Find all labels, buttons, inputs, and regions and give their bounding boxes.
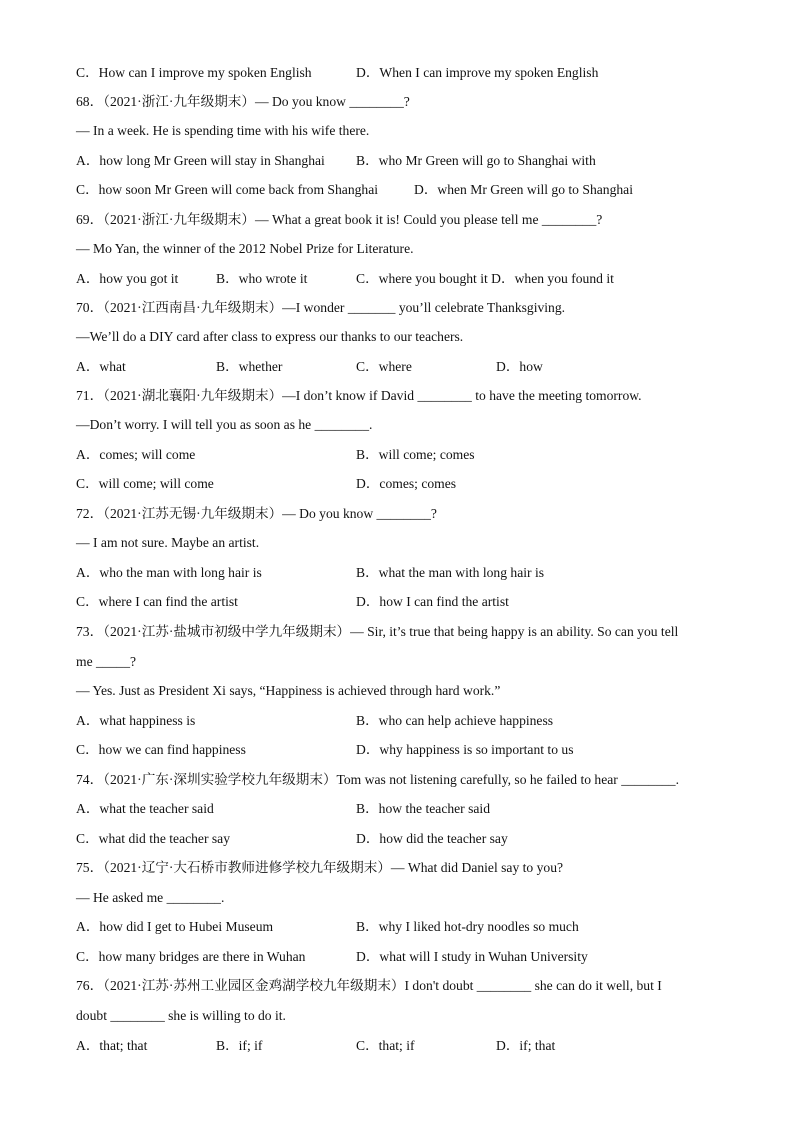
option-c: C．how soon Mr Green will come back from Shanghai bbox=[76, 182, 379, 197]
option-d: D．comes; comes bbox=[356, 476, 457, 491]
question-70: 70．（2021·江西南昌·九年级期末）—I wonder _______ you’ll celebrate Thanksgiving. bbox=[76, 300, 566, 315]
dialogue-answer: — In a week. He is spending time with his wife there. bbox=[76, 123, 370, 138]
option-d: D．how I can find the artist bbox=[356, 594, 509, 609]
option-c: C．will come; will come bbox=[76, 476, 214, 491]
option-d: D．why happiness is so important to us bbox=[356, 742, 574, 757]
option-a: A．who the man with long hair is bbox=[76, 565, 262, 580]
question-72: 72．（2021·江苏无锡·九年级期末）— Do you know ________? bbox=[76, 506, 437, 521]
dialogue-answer: —We’ll do a DIY card after class to express our thanks to our teachers. bbox=[76, 329, 464, 344]
question-74: 74．（2021·广东·深圳实验学校九年级期末）Tom was not listening carefully, so he failed to hear ________. bbox=[76, 772, 679, 787]
dialogue-answer: — Mo Yan, the winner of the 2012 Nobel Prize for Literature. bbox=[76, 241, 414, 256]
option-c: C．where bbox=[356, 359, 412, 374]
question-75: 75．（2021·辽宁·大石桥市教师进修学校九年级期末）— What did Daniel say to you? bbox=[76, 860, 564, 875]
option-d: D．how bbox=[496, 359, 543, 374]
dialogue-answer: —Don’t worry. I will tell you as soon as he ________. bbox=[76, 417, 373, 432]
question-68: 68．（2021·浙江·九年级期末）— Do you know ________? bbox=[76, 94, 410, 109]
option-c: C．that; if bbox=[356, 1038, 415, 1053]
dialogue-answer: — I am not sure. Maybe an artist. bbox=[76, 535, 260, 550]
option-c: C．how many bridges are there in Wuhan bbox=[76, 949, 306, 964]
option-a: A．that; that bbox=[76, 1038, 148, 1053]
option-a: A．how you got it bbox=[76, 271, 179, 286]
option-b: B．whether bbox=[216, 359, 283, 374]
option-c: C．how we can find happiness bbox=[76, 742, 246, 757]
question-76-continued: doubt ________ she is willing to do it. bbox=[76, 1008, 286, 1023]
question-73-continued: me _____? bbox=[76, 654, 137, 669]
option-b: B．who wrote it bbox=[216, 271, 308, 286]
option-b: B．if; if bbox=[216, 1038, 263, 1053]
option-b: B．who can help achieve happiness bbox=[356, 713, 554, 728]
option-c: C．what did the teacher say bbox=[76, 831, 231, 846]
option-b: B．will come; comes bbox=[356, 447, 475, 462]
option-d: D．what will I study in Wuhan University bbox=[356, 949, 588, 964]
option-d: D．how did the teacher say bbox=[356, 831, 508, 846]
option-a: A．how did I get to Hubei Museum bbox=[76, 919, 274, 934]
dialogue-answer: — He asked me ________. bbox=[76, 890, 225, 905]
option-a: A．what happiness is bbox=[76, 713, 196, 728]
option-d: D．if; that bbox=[496, 1038, 556, 1053]
question-73: 73．（2021·江苏·盐城市初级中学九年级期末）— Sir, it’s true that being happy is an ability. So can you tell bbox=[76, 624, 679, 639]
dialogue-answer: — Yes. Just as President Xi says, “Happiness is achieved through hard work.” bbox=[76, 683, 501, 698]
option-a: A．comes; will come bbox=[76, 447, 196, 462]
option-b: B．what the man with long hair is bbox=[356, 565, 545, 580]
option-d: D．When I can improve my spoken English bbox=[356, 65, 599, 80]
question-76: 76．（2021·江苏·苏州工业园区金鸡湖学校九年级期末）I don't doubt ________ she can do it well, but I bbox=[76, 978, 662, 993]
option-b: B．why I liked hot-dry noodles so much bbox=[356, 919, 579, 934]
option-b: B．who Mr Green will go to Shanghai with bbox=[356, 153, 596, 168]
option-b: B．how the teacher said bbox=[356, 801, 491, 816]
option-a: A．what the teacher said bbox=[76, 801, 214, 816]
option-c-d: C．where you bought it D．when you found it bbox=[356, 271, 614, 286]
question-71: 71．（2021·湖北襄阳·九年级期末）—I don’t know if David ________ to have the meeting tomorrow. bbox=[76, 388, 642, 403]
option-d: D．when Mr Green will go to Shanghai bbox=[414, 182, 633, 197]
question-69: 69．（2021·浙江·九年级期末）— What a great book it is! Could you please tell me ________? bbox=[76, 212, 603, 227]
option-a: A．how long Mr Green will stay in Shanghai bbox=[76, 153, 325, 168]
option-a: A．what bbox=[76, 359, 126, 374]
option-c: C．where I can find the artist bbox=[76, 594, 238, 609]
option-c: C．How can I improve my spoken English bbox=[76, 65, 312, 80]
